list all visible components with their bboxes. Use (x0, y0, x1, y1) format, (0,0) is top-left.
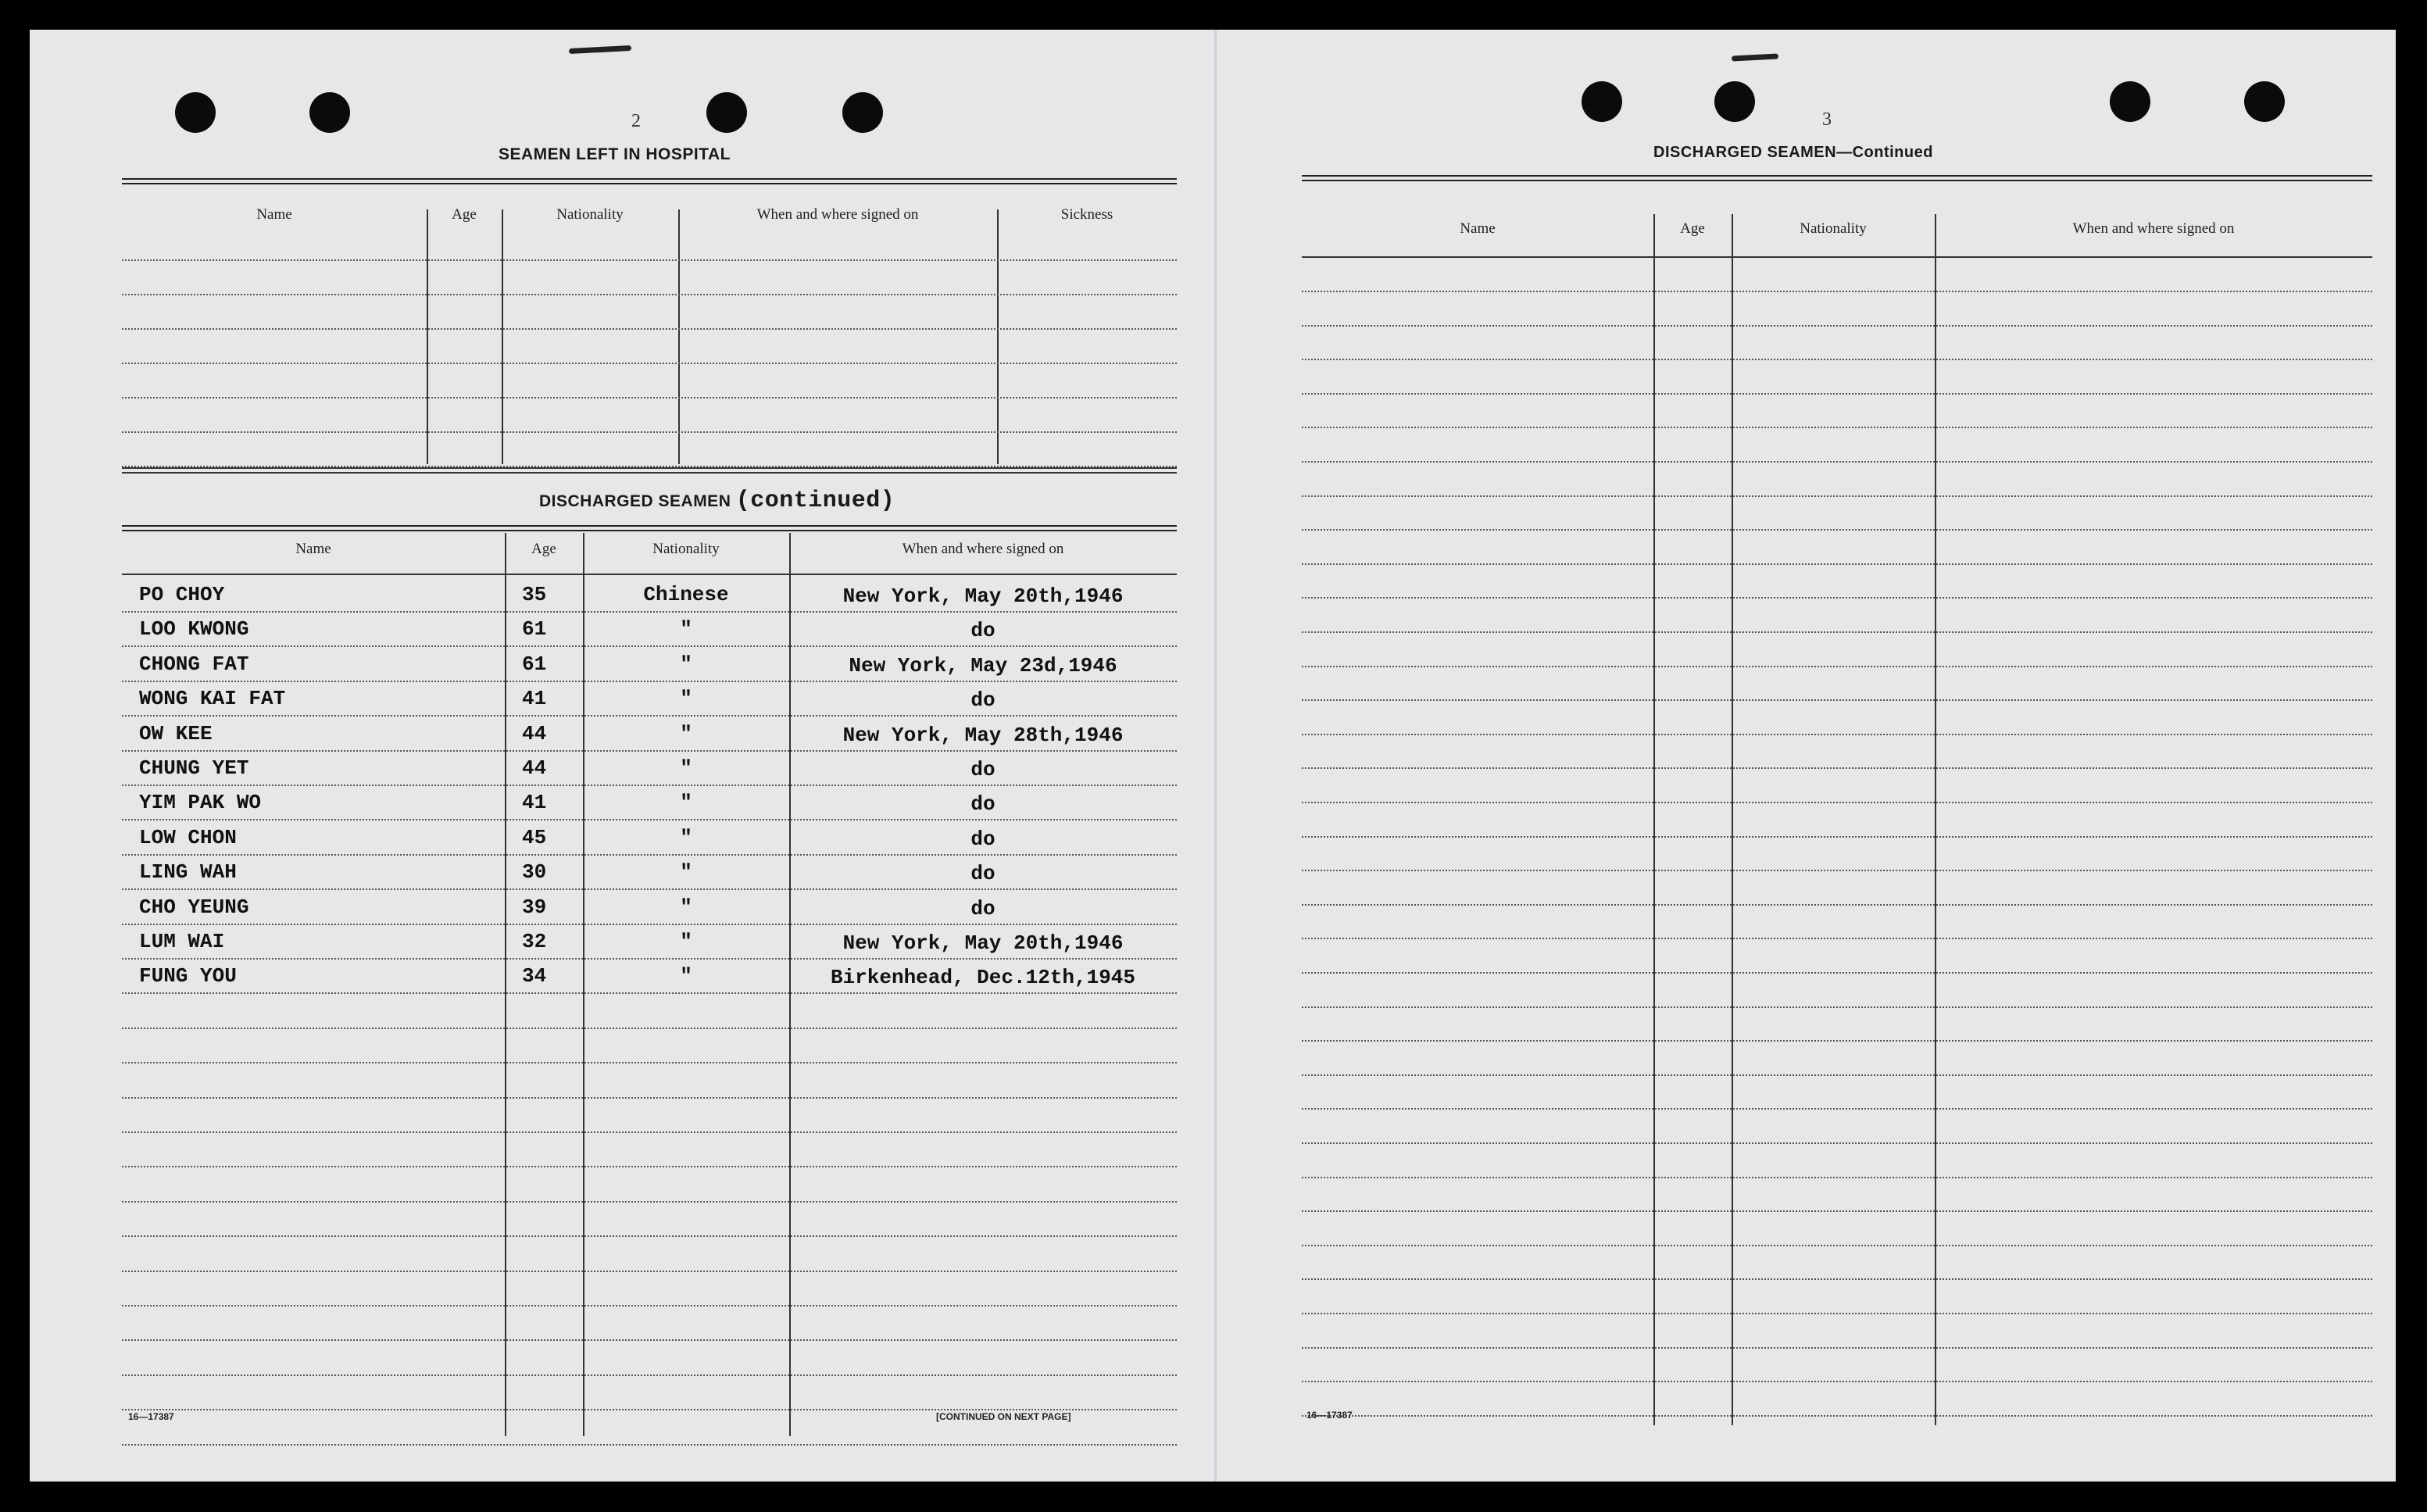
seaman-nationality: " (680, 930, 692, 953)
ruled-line (1302, 1210, 2372, 1212)
seaman-signed-on: do (970, 827, 995, 851)
ruled-line (122, 1131, 1177, 1133)
seaman-name: PO CHOY (139, 583, 225, 606)
seaman-nationality: " (680, 721, 692, 745)
column-header-signed-on: When and where signed on (756, 206, 919, 223)
seaman-nationality: " (680, 791, 692, 815)
ruled-line (122, 1062, 1177, 1063)
ruled-line (122, 1444, 1177, 1446)
ruled-line (1302, 904, 2372, 906)
discharged-title-typed: (continued) (735, 488, 895, 514)
seaman-age: 41 (522, 791, 547, 815)
column-header-signed-on: When and where signed on (902, 541, 1064, 557)
column-header-nationality: Nationality (1800, 220, 1867, 237)
table-row (122, 894, 1177, 925)
ruled-line (1302, 1313, 2372, 1314)
seaman-age: 39 (522, 895, 547, 919)
ruled-line (122, 1305, 1177, 1306)
seaman-nationality: Chinese (643, 583, 729, 606)
column-header-signed-on: When and where signed on (2072, 220, 2235, 237)
ruled-line (1302, 870, 2372, 871)
table-row (122, 685, 1177, 717)
seaman-name: OW KEE (139, 721, 213, 745)
ruled-line (1302, 938, 2372, 939)
ruled-line (122, 1374, 1177, 1376)
seaman-age: 44 (522, 756, 547, 780)
column-header-sickness: Sickness (1060, 206, 1113, 223)
seaman-nationality: " (680, 617, 692, 642)
seaman-age: 30 (522, 860, 547, 885)
seaman-age: 61 (522, 652, 547, 676)
ruled-line (1302, 563, 2372, 565)
ruled-line (122, 1271, 1177, 1272)
table-row (122, 859, 1177, 890)
hospital-table (122, 178, 1177, 475)
punch-hole (2110, 81, 2150, 122)
ruled-line (1302, 767, 2372, 769)
seaman-age: 44 (522, 721, 547, 745)
seaman-name: FUNG YOU (139, 964, 237, 988)
left-page (30, 30, 1216, 1482)
seaman-age: 32 (522, 930, 547, 953)
seaman-name: LOW CHON (139, 825, 237, 849)
ruled-line (122, 1201, 1177, 1203)
document-sheet (30, 30, 2396, 1482)
ruled-line (122, 294, 1177, 295)
ruled-line (1302, 291, 2372, 292)
ruled-line (1302, 1415, 2372, 1417)
seaman-name: CHO YEUNG (139, 895, 249, 919)
seaman-age: 41 (522, 687, 547, 711)
seaman-signed-on: do (970, 758, 995, 781)
table-row (122, 789, 1177, 820)
seaman-signed-on: New York, May 20th,1946 (842, 931, 1124, 955)
continued-note: [CONTINUED ON NEXT PAGE] (936, 1411, 1071, 1422)
ruled-line (122, 1028, 1177, 1029)
table-row (122, 963, 1177, 994)
ruled-line (122, 328, 1177, 330)
seaman-nationality: " (680, 964, 692, 988)
seaman-name: YIM PAK WO (139, 791, 262, 815)
ruled-line (1302, 529, 2372, 531)
seaman-nationality: " (680, 860, 692, 885)
table-row (122, 928, 1177, 960)
ruled-line (1302, 1108, 2372, 1110)
seaman-age: 34 (522, 964, 547, 988)
seaman-nationality: " (680, 652, 692, 676)
punch-hole (1582, 81, 1622, 122)
ruled-line (1302, 597, 2372, 599)
ruled-line (1302, 495, 2372, 497)
ruled-line (122, 1235, 1177, 1237)
column-header-nationality: Nationality (556, 206, 624, 223)
column-header-name: Name (1460, 220, 1496, 237)
seaman-age: 35 (522, 583, 547, 606)
form-code: 16—17387 (1306, 1410, 1353, 1421)
ruled-line (1302, 631, 2372, 633)
punch-hole (1714, 81, 1755, 122)
seaman-age: 61 (522, 617, 547, 642)
table-row (122, 755, 1177, 786)
seaman-signed-on: New York, May 23d,1946 (849, 653, 1117, 677)
ruled-line (1302, 427, 2372, 428)
ruled-line (122, 1166, 1177, 1167)
ruled-line (1302, 972, 2372, 974)
ruled-line (1302, 734, 2372, 735)
ruled-line (1302, 461, 2372, 463)
ruled-line (1302, 1177, 2372, 1178)
seaman-name: CHUNG YET (139, 756, 249, 780)
column-header-age: Age (531, 541, 556, 557)
form-code: 16—17387 (128, 1411, 174, 1422)
ruled-line (1302, 836, 2372, 838)
seaman-signed-on: New York, May 28th,1946 (842, 723, 1124, 747)
ruled-line (1302, 1381, 2372, 1382)
discharged-table (122, 525, 1177, 1436)
ruled-line (1302, 1006, 2372, 1008)
ruled-line (1302, 1347, 2372, 1349)
hospital-section-title: SEAMEN LEFT IN HOSPITAL (499, 145, 731, 163)
column-header-age: Age (452, 206, 477, 223)
ruled-line (1302, 1278, 2372, 1280)
page-number: 3 (1822, 109, 1832, 130)
seaman-nationality: " (680, 756, 692, 780)
ink-smudge (1732, 53, 1778, 61)
seaman-signed-on: do (970, 619, 995, 643)
column-header-nationality: Nationality (652, 541, 720, 557)
ruled-line (122, 431, 1177, 433)
discharged-continued-title: DISCHARGED SEAMEN—Continued (1653, 144, 1933, 161)
punch-hole (842, 92, 883, 133)
table-row (122, 616, 1177, 647)
column-header-name: Name (295, 541, 331, 557)
ruled-line (1302, 325, 2372, 327)
seaman-signed-on: do (970, 862, 995, 886)
ruled-line (122, 1409, 1177, 1410)
punch-hole (175, 92, 216, 133)
seaman-signed-on: do (970, 896, 995, 920)
seaman-signed-on: do (970, 688, 995, 713)
seaman-name: CHONG FAT (139, 652, 249, 676)
seaman-nationality: " (680, 687, 692, 711)
punch-hole (2244, 81, 2285, 122)
table-row (122, 651, 1177, 682)
ruled-line (1302, 1142, 2372, 1144)
discharged-title-text: DISCHARGED SEAMEN (539, 492, 731, 510)
punch-hole (706, 92, 747, 133)
ruled-line (122, 397, 1177, 399)
table-row (122, 720, 1177, 752)
seaman-name: LING WAH (139, 860, 237, 885)
ruled-line (1302, 359, 2372, 360)
table-row (122, 581, 1177, 613)
ruled-line (122, 1339, 1177, 1341)
ruled-line (1302, 699, 2372, 701)
ruled-line (1302, 1040, 2372, 1042)
seaman-signed-on: do (970, 792, 995, 817)
column-header-age: Age (1680, 220, 1705, 237)
seaman-age: 45 (522, 825, 547, 849)
punch-hole (309, 92, 350, 133)
page-number: 2 (631, 111, 641, 131)
ruled-line (122, 1097, 1177, 1099)
seaman-signed-on: Birkenhead, Dec.12th,1945 (830, 966, 1136, 990)
seaman-nationality: " (680, 825, 692, 849)
seaman-nationality: " (680, 895, 692, 919)
discharged-continued-table (1302, 175, 2372, 1425)
ruled-line (1302, 393, 2372, 395)
table-row (122, 824, 1177, 856)
ink-smudge (569, 45, 631, 54)
ruled-line (122, 363, 1177, 364)
seaman-name: LOO KWONG (139, 617, 249, 642)
seaman-name: LUM WAI (139, 930, 225, 953)
ruled-line (122, 259, 1177, 261)
ruled-line (1302, 1074, 2372, 1076)
ruled-line (1302, 666, 2372, 667)
seaman-signed-on: New York, May 20th,1946 (842, 584, 1124, 608)
ruled-line (1302, 1245, 2372, 1246)
discharged-section-title (539, 488, 895, 514)
right-page (1216, 30, 2396, 1482)
ruled-line (1302, 802, 2372, 803)
column-header-name: Name (256, 206, 292, 223)
seaman-name: WONG KAI FAT (139, 687, 286, 711)
